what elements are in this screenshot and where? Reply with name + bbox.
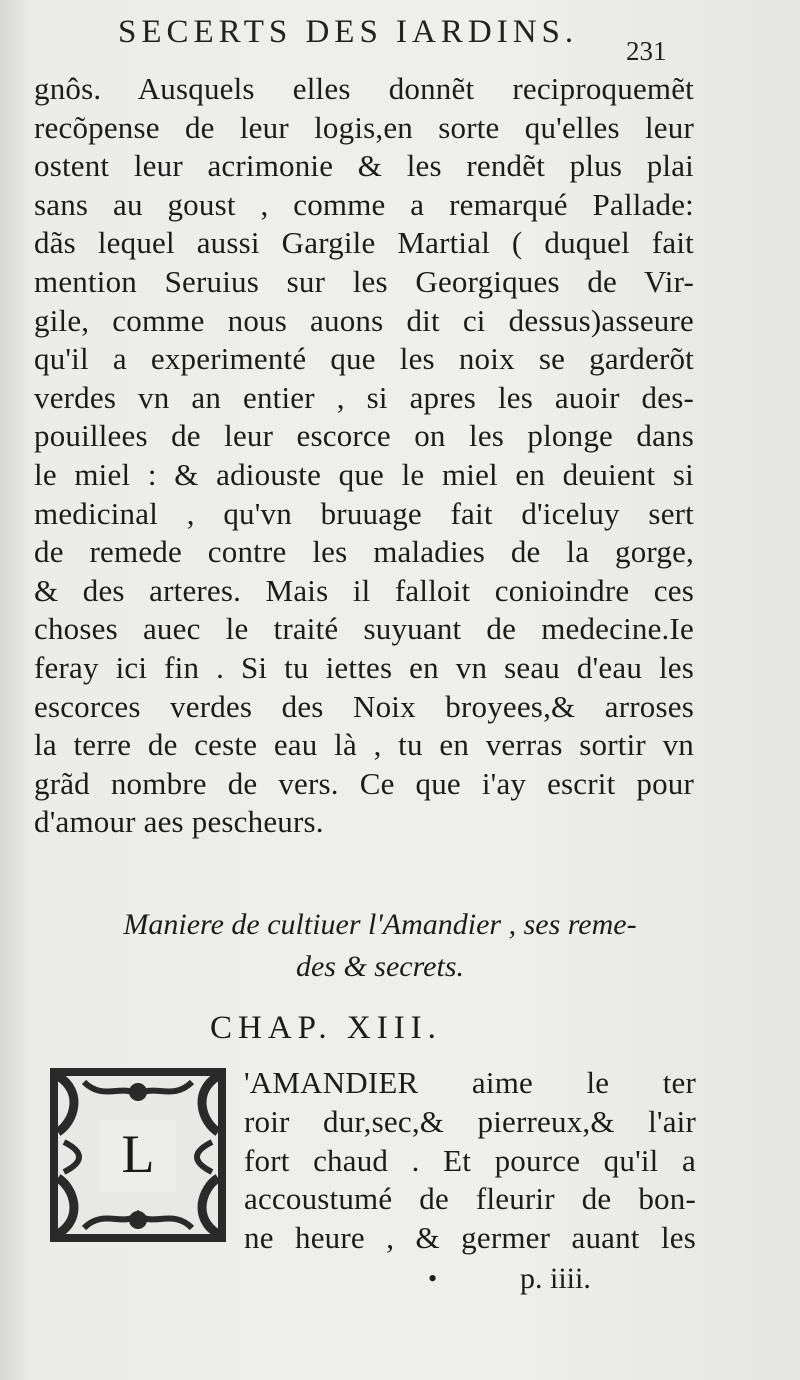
- chapter-text: [244, 1064, 696, 1258]
- running-title: SECERTS DES IARDINS.: [118, 14, 579, 50]
- signature-mark: •: [428, 1264, 438, 1293]
- signature: p. iiii.: [520, 1262, 591, 1295]
- text-line: gnôs. Ausquels elles donnẽt reciproquemẽt: [34, 71, 694, 106]
- text-line: escorces verdes des Noix broyees,& arroses: [34, 688, 694, 724]
- text-line: de remede contre les maladies de la gorge,: [34, 534, 694, 570]
- text-line: gile, comme nous auons dit ci dessus)asseure: [34, 302, 694, 338]
- text-line: grãd nombre de vers. Ce que i'ay escrit pour: [34, 765, 694, 801]
- text-line: ne heure , & germer auant les: [244, 1220, 696, 1256]
- text-line: le miel : & adiouste que le miel en deuient si: [34, 456, 694, 492]
- page-number: 231: [626, 36, 667, 66]
- initial-letter: L: [121, 1124, 155, 1184]
- text-line: fort chaud . Et pource qu'il a: [244, 1142, 696, 1178]
- text-line: medicinal , qu'vn bruuage fait d'iceluy sert: [34, 495, 694, 531]
- body-text: [34, 70, 694, 842]
- text-line: la terre de ceste eau là , tu en verras sortir vn: [34, 727, 694, 763]
- text-line: roir dur,sec,& pierreux,& l'air: [244, 1103, 696, 1139]
- text-line: d'amour aes pescheurs.: [34, 804, 324, 840]
- text-line: accoustumé de fleurir de bon-: [244, 1181, 696, 1217]
- text-line: qu'il a experimenté que les noix se garderõt: [34, 341, 694, 377]
- text-line: verdes vn an entier , si apres les auoir des-: [34, 379, 694, 415]
- text-line: feray ici fin . Si tu iettes en vn seau d'eau les: [34, 649, 694, 685]
- text-line: choses auec le traité suyuant de medecine.Ie: [34, 611, 694, 647]
- text-line: recõpense de leur logis,en sorte qu'elles leur: [34, 109, 694, 145]
- text-line: 'AMANDIER aime le ter: [244, 1065, 696, 1100]
- text-line: pouillees de leur escorce on les plonge dans: [34, 418, 694, 454]
- section-heading-line-2: des & secrets.: [295, 950, 465, 983]
- text-line: & des arteres. Mais il falloit conioindre ces: [34, 572, 694, 608]
- chapter-label: CHAP. XIII.: [210, 1010, 442, 1046]
- text-line: sans au goust , comme a remarqué Pallade:: [34, 186, 694, 222]
- text-line: dãs lequel aussi Gargile Martial ( duquel fait: [34, 225, 694, 261]
- section-heading-line-1: Maniere de cultiuer l'Amandier , ses reme-: [123, 908, 637, 941]
- text-line: ostent leur acrimonie & les rendẽt plus plai: [34, 148, 694, 184]
- decorated-initial: [44, 1062, 232, 1248]
- text-line: mention Seruius sur les Georgiques de Vir-: [34, 263, 694, 299]
